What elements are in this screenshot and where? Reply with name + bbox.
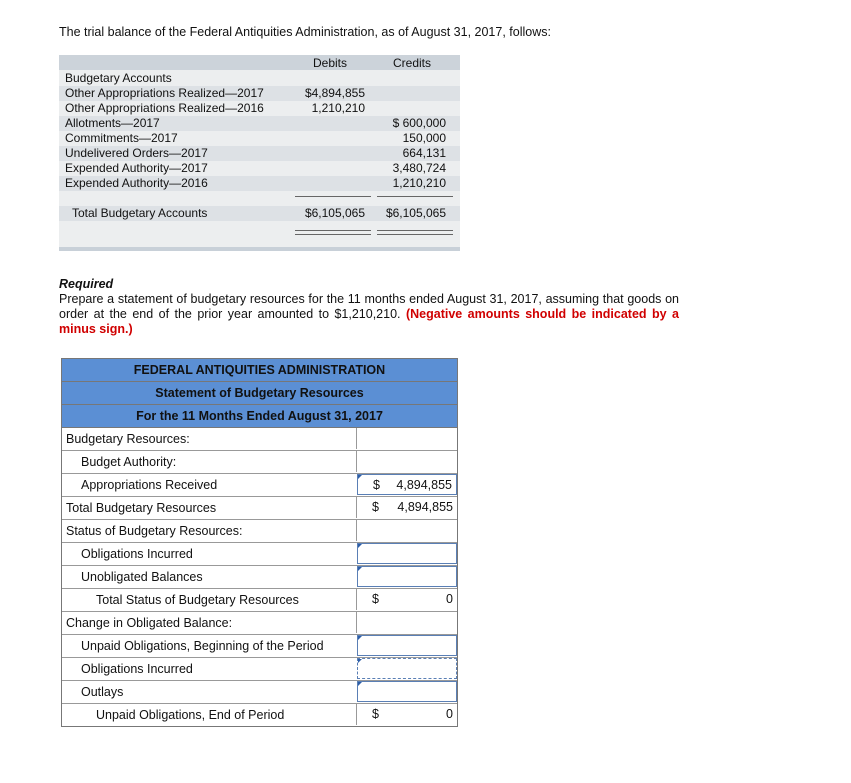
subtotal-rule	[377, 196, 453, 197]
value-cell	[356, 520, 457, 541]
row-label: Budgetary Resources:	[66, 432, 190, 446]
value-cell	[356, 589, 457, 610]
flag-icon	[358, 636, 362, 640]
trial-balance-row	[59, 161, 460, 176]
trial-balance-header	[59, 55, 460, 70]
dollar-sign: $	[372, 592, 379, 606]
obligations-incurred-change-input[interactable]	[357, 658, 457, 679]
trial-balance-footer-bar	[59, 247, 460, 251]
outlays-input[interactable]	[357, 681, 457, 702]
row-label: Unpaid Obligations, Beginning of the Period	[81, 639, 324, 653]
row-label: Status of Budgetary Resources:	[66, 524, 243, 538]
statement-row	[62, 635, 457, 658]
double-rule	[295, 234, 371, 235]
dollar-sign: $	[372, 707, 379, 721]
required-instructions: Prepare a statement of budgetary resources for the 11 months ended August 31, 2017, assuming that goods on order at the end of the prior year amounted to $1,210,210.	[59, 292, 679, 321]
total-credit: $6,105,065	[385, 206, 446, 220]
account-label: Commitments—2017	[65, 131, 178, 145]
account-label: Other Appropriations Realized—2016	[65, 101, 264, 115]
debit-value: $4,894,855	[304, 86, 365, 100]
trial-balance-row	[59, 131, 460, 146]
trial-balance-row	[59, 116, 460, 131]
account-label: Expended Authority—2017	[65, 161, 208, 175]
statement-title-header: Statement of Budgetary Resources	[62, 382, 457, 405]
statement-table	[61, 358, 458, 727]
row-label: Unpaid Obligations, End of Period	[96, 708, 285, 722]
amount-value: 4,894,855	[397, 500, 453, 514]
statement-row	[62, 428, 457, 451]
unobligated-balances-input[interactable]	[357, 566, 457, 587]
flag-icon	[358, 682, 362, 686]
statement-row	[62, 474, 457, 497]
dollar-sign: $	[373, 478, 380, 492]
required-section	[59, 277, 679, 337]
value-cell	[356, 612, 457, 633]
statement-row	[62, 543, 457, 566]
appropriations-received-input[interactable]	[357, 474, 457, 495]
total-label: Total Budgetary Accounts	[72, 206, 208, 220]
intro-text: The trial balance of the Federal Antiquities Administration, as of August 31, 2017, follows:	[59, 25, 551, 39]
statement-row	[62, 681, 457, 704]
statement-period-header: For the 11 Months Ended August 31, 2017	[62, 405, 457, 428]
subtotal-rule	[295, 196, 371, 197]
obligations-incurred-input[interactable]	[357, 543, 457, 564]
flag-icon	[358, 544, 362, 548]
amount-value: 0	[446, 592, 453, 606]
double-rule	[377, 234, 453, 235]
trial-balance-row	[59, 71, 460, 86]
statement-row	[62, 704, 457, 726]
statement-row	[62, 612, 457, 635]
value-cell	[356, 497, 457, 518]
row-label: Total Status of Budgetary Resources	[96, 593, 299, 607]
statement-row	[62, 451, 457, 474]
statement-row	[62, 658, 457, 681]
credit-value: 150,000	[402, 131, 446, 145]
credits-header: Credits	[393, 56, 432, 70]
unpaid-obligations-beginning-input[interactable]	[357, 635, 457, 656]
flag-icon	[358, 567, 362, 571]
credit-value: $ 600,000	[392, 116, 446, 130]
account-label: Other Appropriations Realized—2017	[65, 86, 264, 100]
credit-value: 1,210,210	[392, 176, 446, 190]
debits-header: Debits	[313, 56, 348, 70]
statement-row	[62, 566, 457, 589]
trial-balance-row	[59, 176, 460, 191]
credit-value: 664,131	[402, 146, 446, 160]
account-label: Budgetary Accounts	[65, 71, 172, 85]
dollar-sign: $	[372, 500, 379, 514]
row-label: Appropriations Received	[81, 478, 218, 492]
row-label: Unobligated Balances	[81, 570, 203, 584]
row-label: Outlays	[81, 685, 124, 699]
trial-balance-table	[59, 55, 460, 251]
debit-value: 1,210,210	[311, 101, 365, 115]
credit-value: 3,480,724	[392, 161, 446, 175]
value-cell	[356, 451, 457, 472]
row-label: Total Budgetary Resources	[66, 501, 217, 515]
value-cell	[356, 704, 457, 725]
trial-balance-total-row	[59, 206, 460, 221]
account-label: Undelivered Orders—2017	[65, 146, 208, 160]
double-rule	[377, 230, 453, 231]
statement-row	[62, 497, 457, 520]
account-label: Allotments—2017	[65, 116, 160, 130]
double-rule	[295, 230, 371, 231]
statement-entity-header: FEDERAL ANTIQUITIES ADMINISTRATION	[62, 359, 457, 382]
trial-balance-row	[59, 146, 460, 161]
row-label: Obligations Incurred	[81, 547, 193, 561]
required-title: Required	[59, 277, 114, 291]
row-label: Budget Authority:	[81, 455, 177, 469]
flag-icon	[358, 475, 362, 479]
value-cell	[356, 428, 457, 449]
total-debit: $6,105,065	[304, 206, 365, 220]
trial-balance-row	[59, 101, 460, 116]
row-label: Change in Obligated Balance:	[66, 616, 233, 630]
row-label: Obligations Incurred	[81, 662, 193, 676]
negative-amount-note: (Negative amounts should be indicated by a minus sign.)	[59, 307, 679, 336]
trial-balance-row	[59, 86, 460, 101]
amount-value: 4,894,855	[396, 478, 452, 492]
amount-value: 0	[446, 707, 453, 721]
statement-row	[62, 520, 457, 543]
account-label: Expended Authority—2016	[65, 176, 208, 190]
flag-icon	[358, 659, 362, 663]
statement-row	[62, 589, 457, 612]
required-text	[59, 292, 679, 337]
